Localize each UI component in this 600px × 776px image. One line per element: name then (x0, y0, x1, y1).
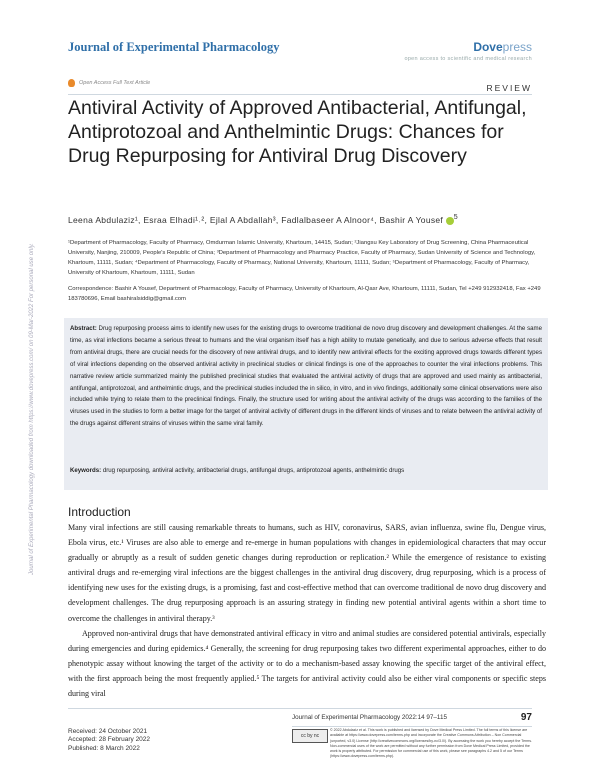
affiliations: ¹Department of Pharmacology, Faculty of Pharmacy, Omdurman Islamic University, Khartoum, 14415, Sudan; ²Jiangsu Key Laboratory of Drug Screening, China Pharmaceutical University, Nanjing, 210009, People's Republic of China; ³Department of Pharmacology and Pharmacy Practice, Faculty of Pharmacy, Sudan University of Science and Technology, Khartoum, 11111, Sudan; ⁴Department of Pharmacology, Faculty of Pharmacy, National University, Khartoum, 11111, Sudan; ⁵Department of Pharmacology, Faculty of Pharmacy, University of Khartoum, Khartoum, 11111, Sudan (68, 240, 536, 276)
keywords-text: drug repurposing, antiviral activity, antibacterial drugs, antifungal drugs, antiprotozoal agents, anthelmintic drugs (102, 467, 405, 474)
article-title: Antiviral Activity of Approved Antibacterial, Antifungal, Antiprotozoal and Anthelmintic Drugs: Chances for Drug Repurposing for Antiviral Drug Discovery (68, 97, 527, 167)
authors-text: Leena Abdulaziz¹, Esraa Elhadi¹˒², Ejlal A Abdallah³, Fadlalbaseer A Alnoor⁴, Bashir A Yousef (68, 214, 444, 225)
intro-paragraph-2: Approved non-antiviral drugs that have demonstrated antiviral efficacy in vitro and animal studies are considered potential antivirals, especially during emergencies and during epidemics.⁴ Generally, the screening for drug repurposing takes two different experimental approaches, either to do phenotypic assay without knowing the target of the activity or to do a mechanism-based assay knowing the specific target of the antiviral effect, with the first approach being the most frequently applied.⁵ The targets for antiviral activity could also be either viral components or specific steps during viral (68, 628, 546, 699)
journal-reference: Journal of Experimental Pharmacology 2022:14 97–115 (292, 714, 447, 721)
open-access-icon (68, 79, 75, 87)
correspondence: Correspondence: Bashir A Yousef, Department of Pharmacology, Faculty of Pharmacy, University of Khartoum, Al-Qasr Ave, Khartoum, 11111, Sudan, Tel +249 912932418, Fax +249 183780696, Email bashiralsiddig@gmail.com (68, 286, 541, 302)
publication-dates (68, 728, 150, 753)
footer-divider (68, 708, 532, 709)
license-text: © 2022 Abdulaziz et al. This work is published and licensed by Dove Medical Press Limited. The full terms of this license are available at https://www.dovepress.com/terms.php and incorporate the Creative Commons Attribution – Non Commercial (unported, v3.0) License (http://creativecommons.org/licenses/by-nc/3.0/). By accessing the work you hereby accept the Terms. Non-commercial uses of the work are permitted without any further permission from Dove Medical Press Limited, provided the work is properly attributed. For permission for commercial use of this work, please see paragraphs 4.2 and 5 of our Terms (https://www.dovepress.com/terms.php). (330, 728, 533, 759)
keywords (70, 465, 542, 476)
publisher-logo (473, 40, 532, 54)
footer-divider-2 (292, 726, 532, 727)
open-access-label: Open Access Full Text Article (79, 80, 151, 86)
author-sup: 5 (453, 213, 459, 221)
accepted-date: Accepted: 28 February 2022 (68, 736, 151, 744)
journal-name: Journal of Experimental Pharmacology (68, 40, 280, 54)
open-access-badge (68, 79, 150, 87)
abstract-label: Abstract: (70, 325, 97, 332)
orcid-icon[interactable] (446, 217, 454, 225)
article-type: REVIEW (486, 83, 532, 93)
watermark-text: Journal of Experimental Pharmacology downloaded from https://www.dovepress.com/ on 09-Mar-2022 For personal use only. (29, 243, 35, 575)
page-number: 97 (520, 712, 532, 723)
cc-license-icon[interactable]: cc by nc (292, 729, 328, 743)
section-heading-introduction: Introduction (68, 505, 131, 519)
abstract-text: Drug repurposing process aims to identify new uses for the existing drugs to overcome traditional de novo drug discovery and development challenges. At the same time, as viral infections became a serious threat to humans and the viral organism itself has a high ability to mutate genetically, and due to serious adverse effects that result from antiviral drugs, there are crucial needs for the discovery of new antiviral drugs, and to identify new antiviral effects for the exciting approved drugs towards different types of viral infections depending on the observed antiviral activity in preclinical studies or clinical findings is one of the approaches to counter the viral infections problems. This narrative review article summarized mainly the published preclinical studies that evaluated the antiviral activity of drugs that are approved and used mainly as antibacterial, antifungal, antiprotozoal, and anthelmintic drugs, and the preclinical studies included the in silico, in vitro, and in vivo findings, additionally some clinical observations were also included while trying to relate them to the preclinical findings. Finally, the structure used for writing about the antiviral activity of the drugs was according to the families of the viruses used in the studies to form a better image for the target of antiviral activity of different drugs in the different kinds of viruses and to relate between the antiviral activity of the drugs against different strains of viruses within the same viral family. (70, 325, 542, 428)
author-list (68, 213, 538, 225)
header-divider (68, 94, 532, 95)
introduction-body (68, 520, 546, 701)
download-watermark (28, 135, 44, 575)
publisher-tagline: open access to scientific and medical research (404, 56, 532, 62)
abstract (70, 323, 542, 430)
published-date: Published: 8 March 2022 (68, 744, 140, 752)
received-date: Received: 24 October 2021 (68, 728, 148, 735)
publisher-suffix: press (502, 40, 532, 54)
publisher-main: Dove (473, 40, 503, 54)
keywords-label: Keywords: (70, 467, 102, 474)
intro-paragraph-1: Many viral infections are still causing remarkable threats to humans, such as HIV, coronavirus, SARS, avian influenza, swine flu, Dengue virus, Ebola virus, etc.¹ Viruses are also able to emerge and re-emerge in human populations with changes in epidemiological characters that may occur gradually or abruptly as a result of sudden genetic changes during reproduction or replication.² While the emergence of resistance to existing antiviral drugs and re-emerging viral infections are the biggest challenges in the antiviral drug discovery, drug repurposing, which is a process of identifying new uses for the existing drugs, is a promising, fast and cost-effective method that can overcome traditional de novo drug discovery and development challenges. The drug repurposing approach is an assuring strategy in finding new potential antiviral agents within a short time to overcome the challenges in antiviral therapy.³ (68, 523, 546, 623)
